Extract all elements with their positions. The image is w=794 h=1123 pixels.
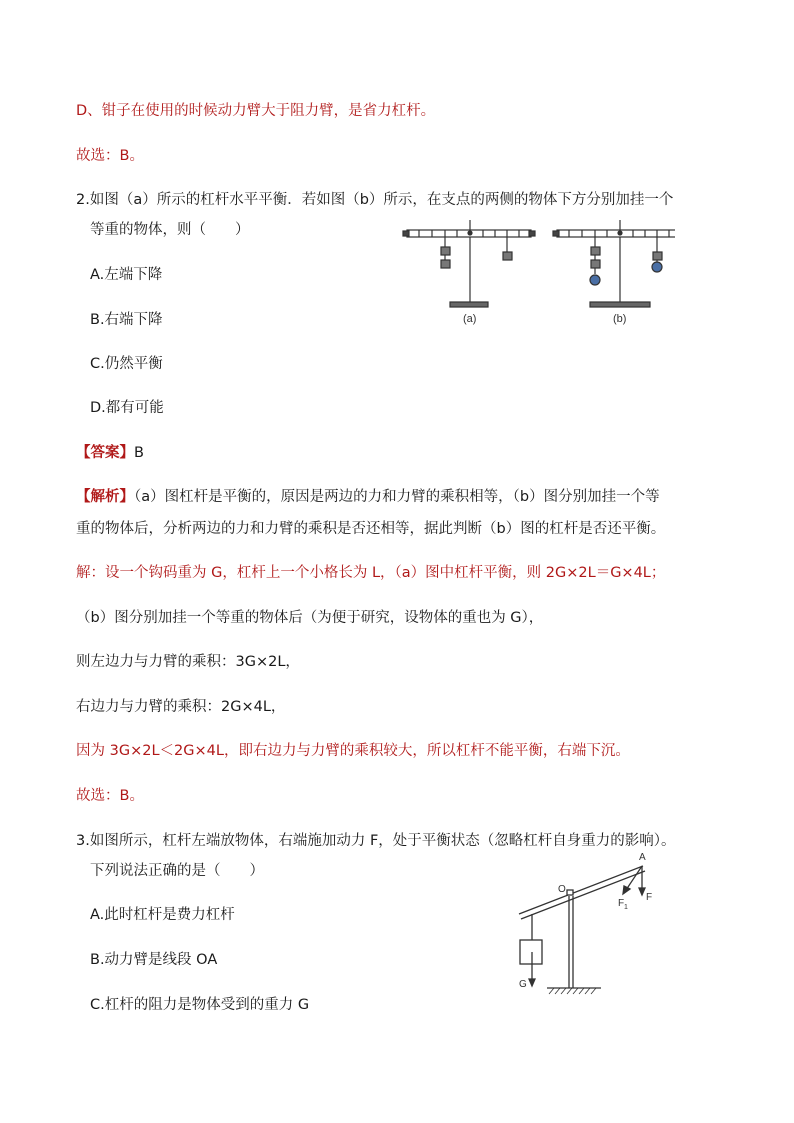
q2-answer [76, 443, 144, 463]
fig-label-b: (b) [613, 313, 627, 325]
q3-option-c: C.杠杆的阻力是物体受到的重力 G [90, 997, 310, 1013]
label-a: A [639, 852, 646, 863]
q2-choice: 故选：B。 [76, 788, 144, 804]
answer-value: B [134, 445, 144, 461]
q2-analysis-line1 [76, 487, 660, 507]
q2-solution-line4: 右边力与力臂的乘积：2G×4L， [76, 699, 286, 715]
q2-option-c: C.仍然平衡 [90, 356, 163, 372]
prev-option-d: D、钳子在使用的时候动力臂大于阻力臂，是省力杠杆。 [76, 103, 436, 119]
analysis-text1: （a）图杠杆是平衡的，原因是两边的力和力臂的乘积相等，（b）图分别加挂一个等 [134, 489, 660, 505]
label-f: F [646, 892, 653, 903]
prev-choice: 故选：B。 [76, 148, 144, 164]
label-o: O [558, 884, 566, 895]
q3-option-b: B.动力臂是线段 OA [90, 952, 218, 968]
q2-analysis-line2: 重的物体后，分析两边的力和力臂的乘积是否还相等，据此判断（b）图的杠杆是否还平衡。 [76, 521, 666, 537]
q2-option-b: B.右端下降 [90, 312, 163, 328]
label-f1: F [618, 898, 625, 909]
q2-stem-line1: 2.如图（a）所示的杠杆水平平衡．若如图（b）所示，在支点的两侧的物体下方分别加挂一个 [76, 192, 674, 208]
q2-lever-figure [395, 212, 675, 330]
q3-stem-line1: 3.如图所示，杠杆左端放物体，右端施加动力 F，处于平衡状态（忽略杠杆自身重力的影响）。 [76, 833, 676, 849]
analysis-tag: 【解析】 [76, 489, 134, 505]
q3-stem-line2: 下列说法正确的是（ ） [90, 863, 264, 879]
label-f1-subscript: 1 [624, 904, 628, 911]
q2-solution-line3: 则左边力与力臂的乘积：3G×2L， [76, 654, 300, 670]
fig-label-a: (a) [463, 313, 477, 325]
q2-solution-line2: （b）图分别加挂一个等重的物体后（为便于研究，设物体的重也为 G）， [76, 610, 544, 626]
q3-option-a: A.此时杠杆是费力杠杆 [90, 907, 235, 923]
lever-a [403, 220, 535, 307]
q2-option-a: A.左端下降 [90, 267, 163, 283]
q3-lever-figure [505, 848, 675, 996]
q2-stem-line2: 等重的物体，则（ ） [90, 222, 250, 238]
lever-b [553, 220, 675, 307]
q2-solution-line1: 解：设一个钩码重为 G，杠杆上一个小格长为 L，（a）图中杠杆平衡，则 2G×2L＝G×4L； [76, 565, 666, 581]
q2-option-d: D.都有可能 [90, 400, 164, 416]
label-g: G [519, 979, 527, 990]
answer-tag: 【答案】 [76, 445, 134, 461]
q2-solution-line5: 因为 3G×2L＜2G×4L，即右边力与力臂的乘积较大，所以杠杆不能平衡，右端下沉。 [76, 743, 630, 759]
